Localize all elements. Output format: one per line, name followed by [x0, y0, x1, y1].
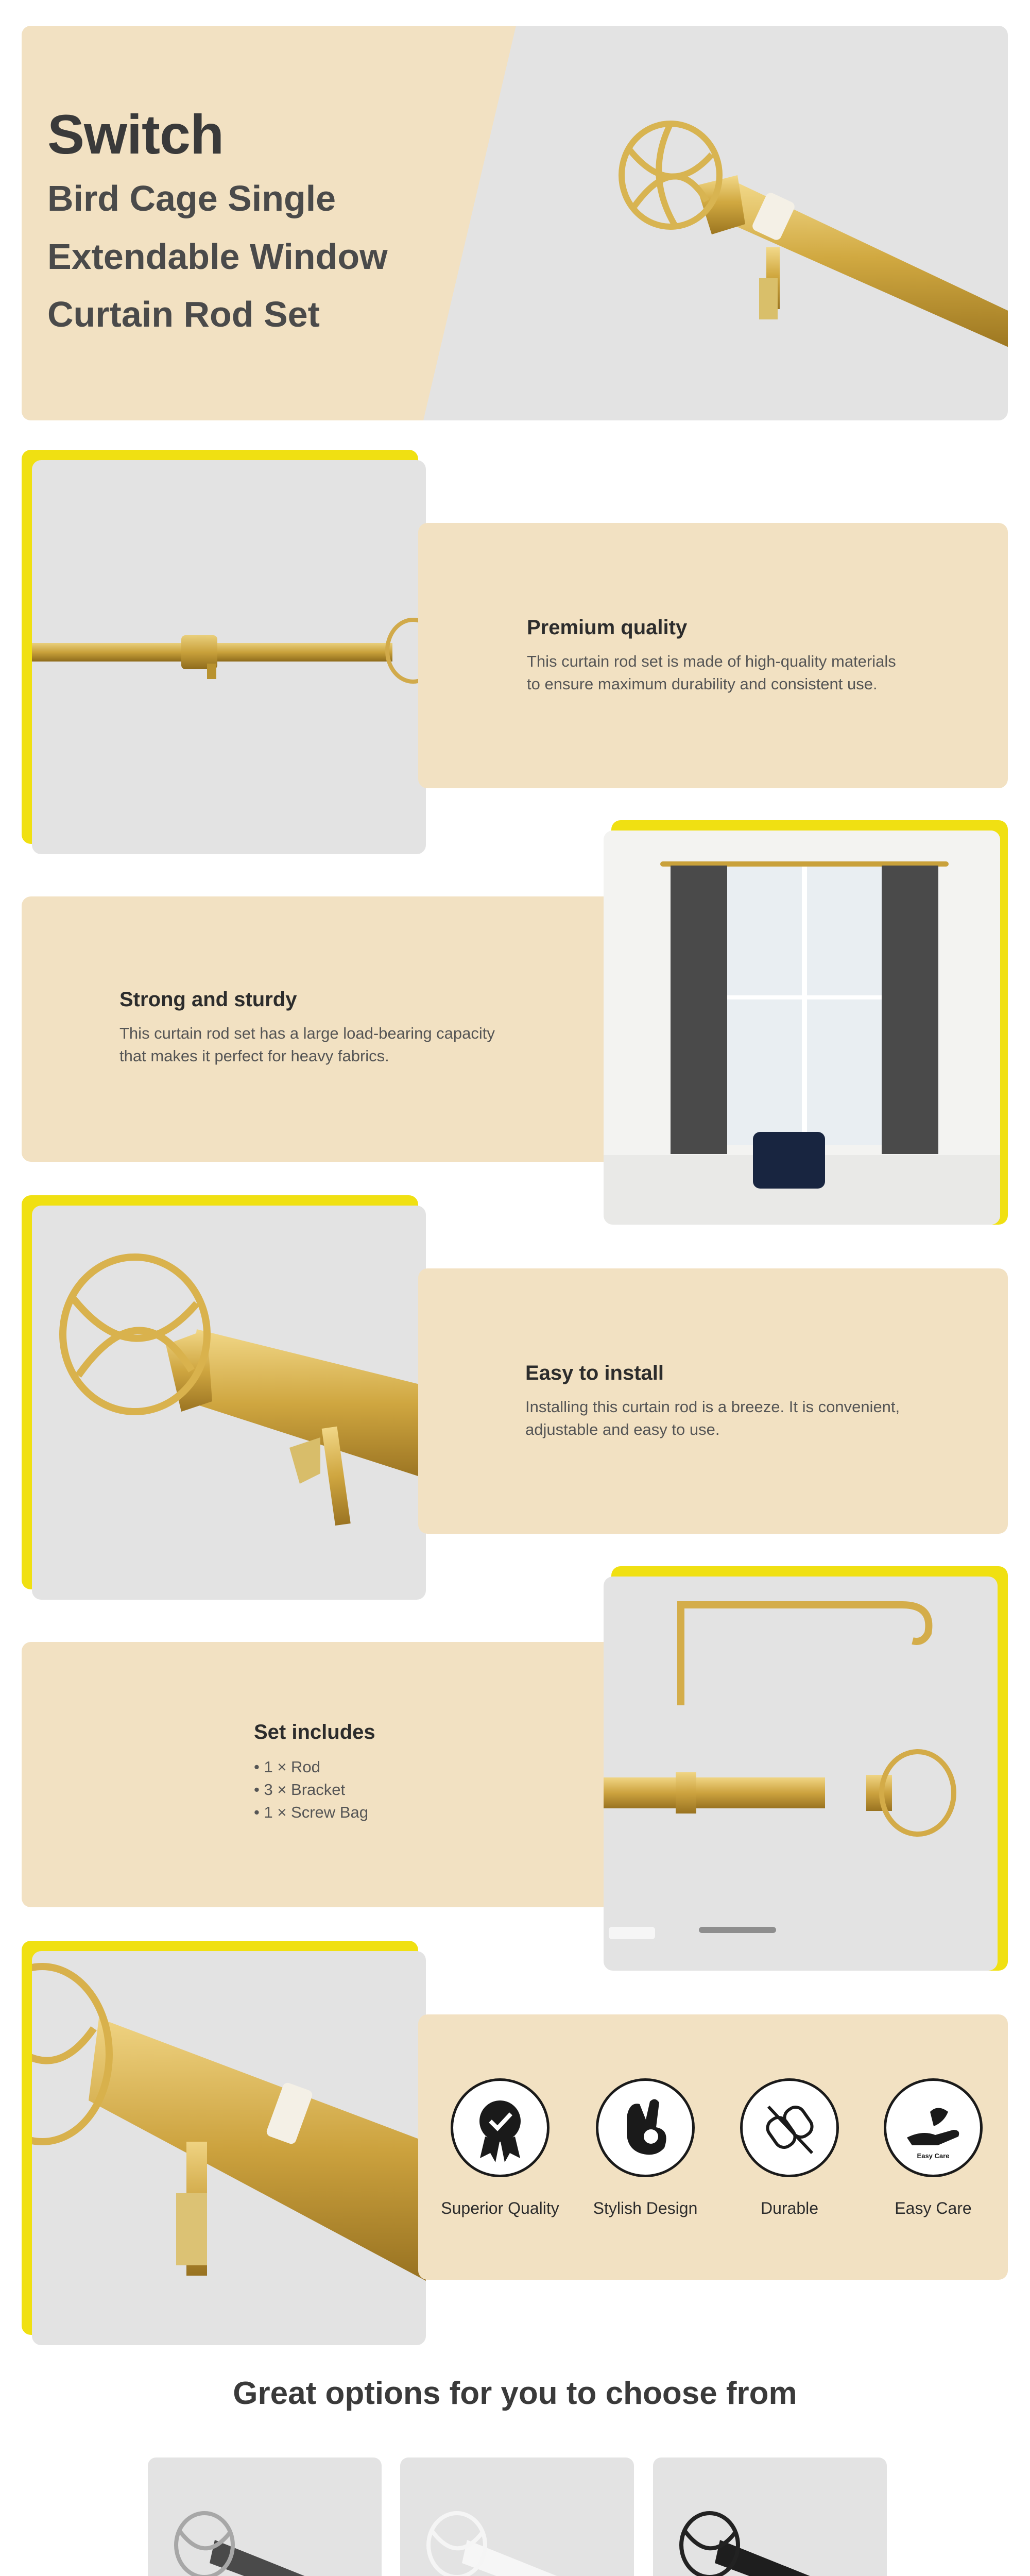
hero-banner: [22, 26, 1008, 420]
badge-label: Durable: [760, 2199, 819, 2217]
option-card-white[interactable]: [400, 2458, 634, 2576]
badge-label: Stylish Design: [593, 2199, 698, 2217]
curtain-room-image: [604, 831, 1000, 1225]
feature-title: Premium quality: [527, 616, 688, 639]
feature-desc-line: to ensure maximum durability and consistent use.: [527, 675, 878, 693]
award-ribbon-icon: [451, 2078, 550, 2177]
feature-desc-line: Installing this curtain rod is a breeze. It is convenient,: [525, 1398, 900, 1416]
set-contents-image: [604, 1577, 998, 1971]
finial-bracket-image: [32, 1206, 426, 1600]
option-card-black[interactable]: [653, 2458, 887, 2576]
feature-desc-line: that makes it perfect for heavy fabrics.: [119, 1047, 389, 1065]
chain-link-icon: [740, 2078, 839, 2177]
set-item: • 1 × Rod: [254, 1758, 320, 1776]
hero-title-line-1: Bird Cage Single: [47, 178, 336, 218]
set-item: • 1 × Screw Bag: [254, 1803, 368, 1821]
hand-care-icon: [884, 2078, 983, 2177]
rod-closeup-image: [32, 460, 426, 854]
hand-care-icon-text: Easy Care: [917, 2152, 950, 2160]
finial-detail-image: [32, 1951, 426, 2345]
feature-desc-line: This curtain rod set is made of high-quality materials: [527, 652, 896, 670]
hero-title-line-3: Curtain Rod Set: [47, 294, 320, 334]
hero-product-image: [614, 108, 1008, 376]
feature-desc-line: adjustable and easy to use.: [525, 1420, 720, 1438]
feature-title: Set includes: [254, 1721, 375, 1743]
badge-label: Superior Quality: [441, 2199, 559, 2217]
ok-hand-icon: [596, 2078, 695, 2177]
badge-label: Easy Care: [895, 2199, 972, 2217]
hero-title-line-2: Extendable Window: [47, 236, 388, 277]
brand-name: Switch: [47, 103, 224, 165]
option-card-silver[interactable]: [148, 2458, 382, 2576]
options-section-title: Great options for you to choose from: [233, 2376, 797, 2411]
set-item: • 3 × Bracket: [254, 1781, 346, 1799]
feature-desc-line: This curtain rod set has a large load-bearing capacity: [119, 1024, 495, 1042]
feature-title: Strong and sturdy: [119, 988, 297, 1011]
feature-title: Easy to install: [525, 1362, 664, 1384]
